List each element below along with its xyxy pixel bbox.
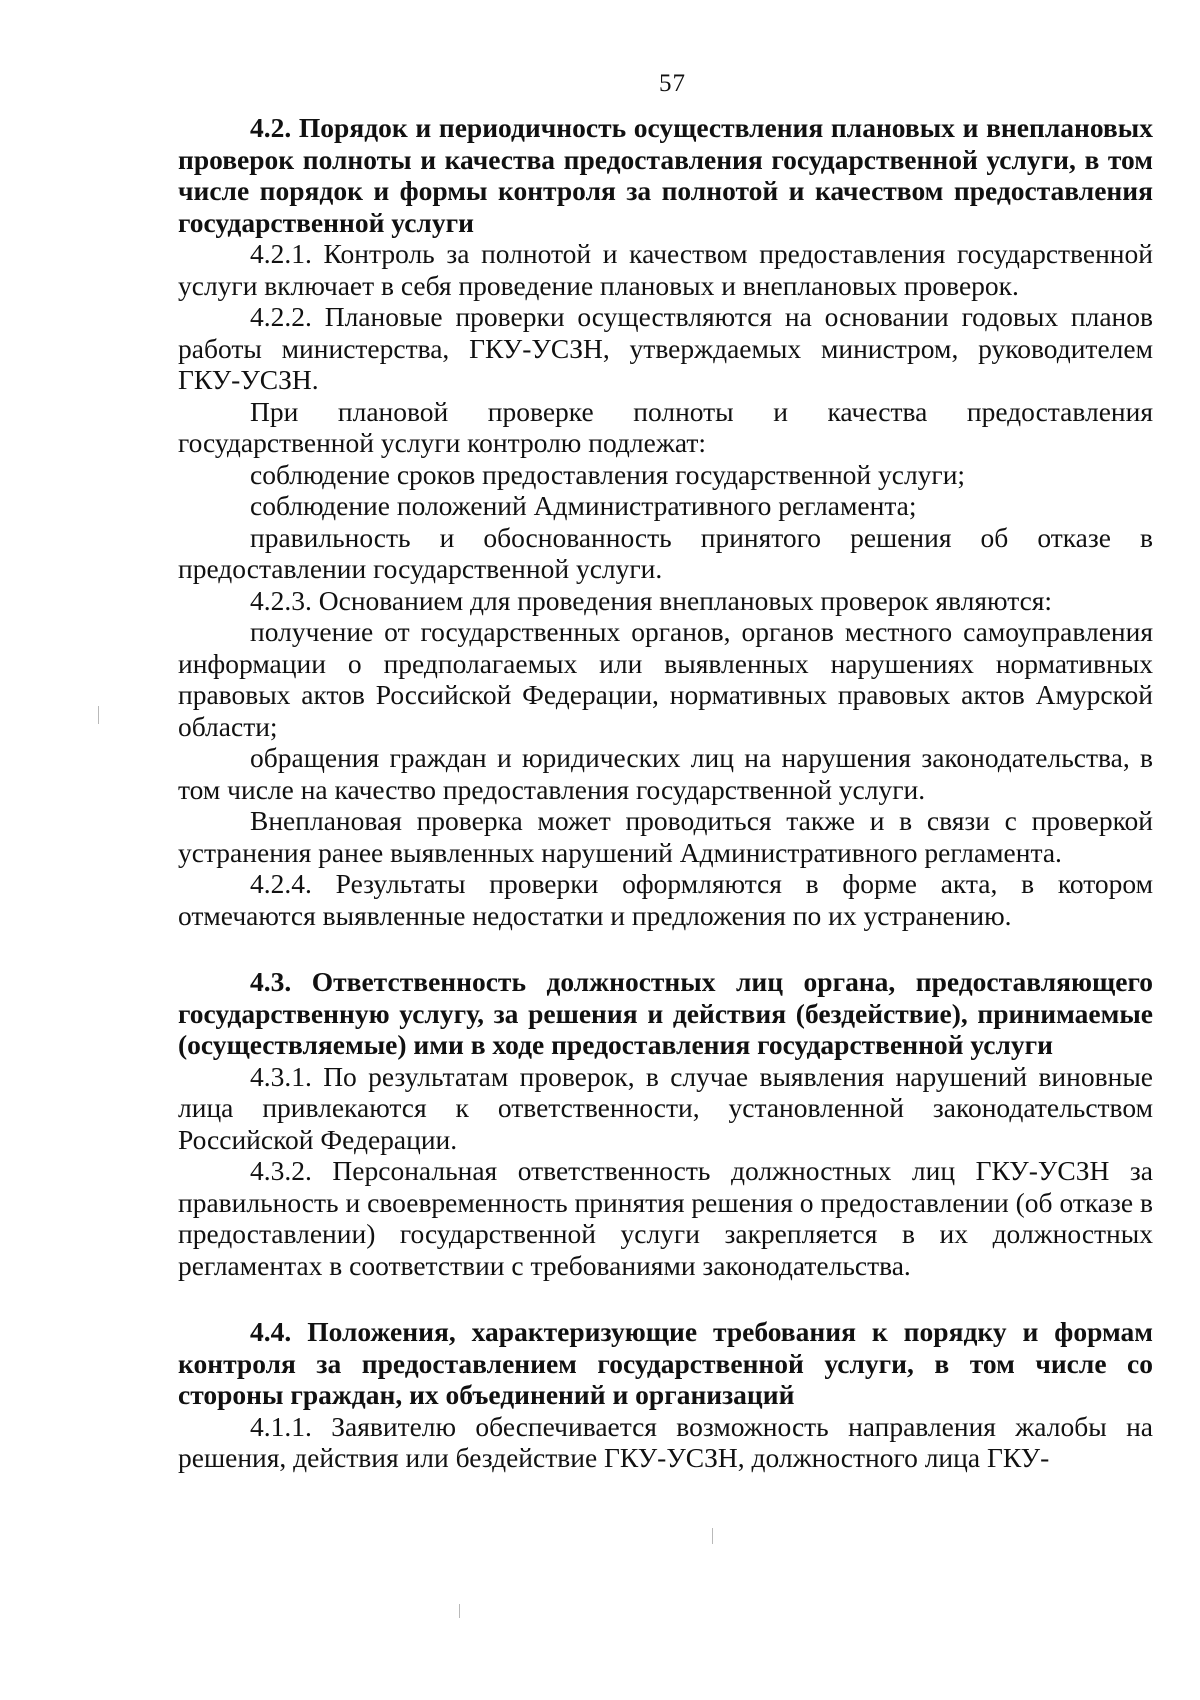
paragraph-unplanned-check: Внеплановая проверка может проводиться также и в связи с проверкой устранения ранее выявленных нарушений Административного регламента. bbox=[178, 805, 1153, 868]
document-body bbox=[178, 112, 1153, 1474]
scan-artifact-line bbox=[712, 1528, 713, 1544]
paragraph-4-1-1: 4.1.1. Заявителю обеспечивается возможность направления жалобы на решения, действия или бездействие ГКУ-УСЗН, должностного лица ГКУ- bbox=[178, 1410, 1153, 1473]
list-item-information: получение от государственных органов, органов местного самоуправления информации о предполагаемых или выявленных нарушениях нормативных правовых актов Российской Федерации, нормативных правовых актов Амурской области; bbox=[178, 616, 1153, 742]
paragraph-4-3-2: 4.3.2. Персональная ответственность должностных лиц ГКУ-УСЗН за правильность и своевременность принятия решения о предоставлении (об отказе в предоставлении) государственной услуги закрепляется в их должностных регламентах в соответствии с требованиями законодательства. bbox=[178, 1155, 1153, 1281]
list-item-regulation: соблюдение положений Административного регламента; bbox=[250, 490, 917, 521]
paragraph-4-3-1: 4.3.1. По результатам проверок, в случае выявления нарушений виновные лица привлекаются к ответственности, установленной законодательством Российской Федерации. bbox=[178, 1060, 1153, 1155]
section-4-3-heading: 4.3. Ответственность должностных лиц органа, предоставляющего государственную услугу, за решения и действия (бездействие), принимаемые (осуществляемые) ими в ходе предоставления государственной услуги bbox=[178, 966, 1153, 1060]
scan-artifact-line bbox=[98, 706, 99, 724]
paragraph-planned-check-intro: При плановой проверке полноты и качества предоставления государственной услуги контролю подлежат: bbox=[178, 395, 1153, 458]
paragraph-4-2-4: 4.2.4. Результаты проверки оформляются в форме акта, в котором отмечаются выявленные недостатки и предложения по их устранению. bbox=[178, 868, 1153, 931]
paragraph-4-2-3: 4.2.3. Основанием для проведения внеплановых проверок являются: bbox=[250, 584, 1053, 616]
list-item-terms: соблюдение сроков предоставления государственной услуги; bbox=[250, 458, 966, 490]
page-number: 57 bbox=[659, 70, 686, 97]
section-4-4-heading: 4.4. Положения, характеризующие требования к порядку и формам контроля за предоставлением государственной услуги, в том числе со стороны граждан, их объединений и организаций bbox=[178, 1316, 1153, 1410]
paragraph-4-2-2: 4.2.2. Плановые проверки осуществляются на основании годовых планов работы министерства, ГКУ-УСЗН, утверждаемых министром, руководителем ГКУ-УСЗН. bbox=[178, 301, 1153, 395]
section-4-2-heading: 4.2. Порядок и периодичность осуществления плановых и внеплановых проверок полноты и качества предоставления государственной услуги, в том числе порядок и формы контроля за полнотой и качеством предоставления государственной услуги bbox=[178, 112, 1153, 238]
scan-artifact-line bbox=[459, 1604, 460, 1618]
list-item-appeals: обращения граждан и юридических лиц на нарушения законодательства, в том числе на качество предоставления государственной услуги. bbox=[178, 742, 1153, 805]
paragraph-4-2-1: 4.2.1. Контроль за полнотой и качеством предоставления государственной услуги включает в себя проведение плановых и внеплановых проверок. bbox=[178, 238, 1153, 301]
list-item-refusal: правильность и обоснованность принятого решения об отказе в предоставлении государственной услуги. bbox=[178, 521, 1153, 584]
